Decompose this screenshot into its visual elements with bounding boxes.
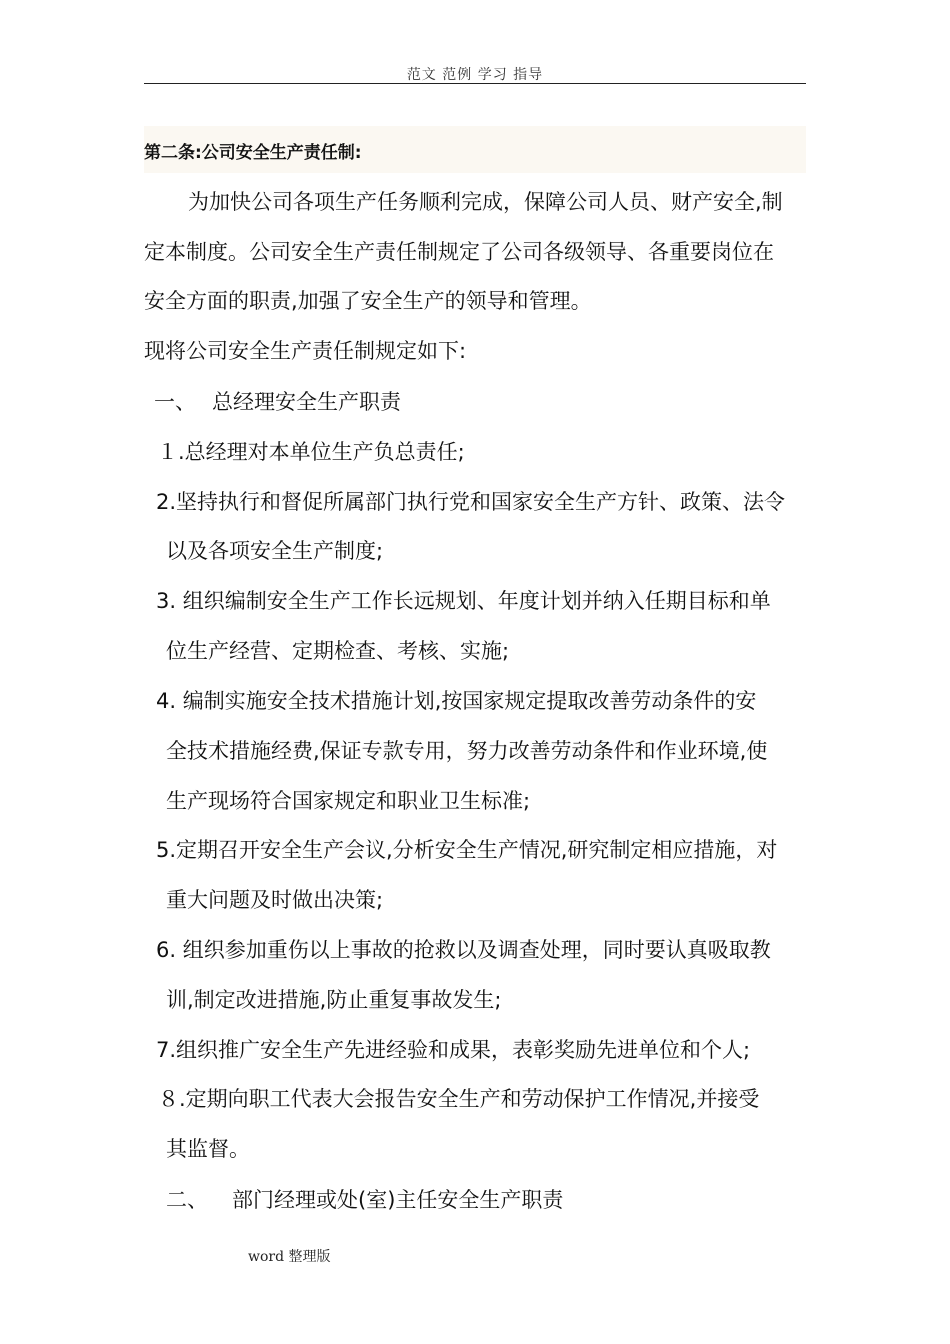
page-footer-text: word 整理版	[248, 1249, 331, 1265]
list-item-line: 3. 组织编制安全生产工作长远规划、年度计划并纳入任期目标和单	[156, 589, 771, 613]
list-item-line: 2.坚持执行和督促所属部门执行党和国家安全生产方针、政策、法令	[156, 490, 786, 514]
list-item-line: 生产现场符合国家规定和职业卫生标准;	[166, 789, 531, 813]
page-header-text: 范文 范例 学习 指导	[406, 67, 544, 83]
intro-line: 安全方面的职责,加强了安全生产的领导和管理。	[144, 289, 592, 313]
list-item-line: 5.定期召开安全生产会议,分析安全生产情况,研究制定相应措施，对	[156, 838, 778, 862]
section-number: 二、	[166, 1188, 208, 1212]
list-item-line: 重大问题及时做出决策;	[166, 888, 384, 912]
list-item-line: 位生产经营、定期检查、考核、实施;	[166, 639, 510, 663]
intro-line: 为加快公司各项生产任务顺利完成，保障公司人员、财产安全,制	[188, 190, 783, 214]
list-item-line: 以及各项安全生产制度;	[166, 539, 384, 563]
intro-line: 现将公司安全生产责任制规定如下:	[144, 339, 467, 363]
list-item-line: １.总经理对本单位生产负总责任;	[157, 440, 465, 464]
section-number: 一、	[154, 390, 196, 414]
list-item-line: 其监督。	[166, 1137, 250, 1161]
list-item-line: 7.组织推广安全生产先进经验和成果，表彰奖励先进单位和个人;	[156, 1038, 751, 1062]
section-title: 部门经理或处(室)主任安全生产职责	[232, 1188, 564, 1212]
article-title: 第二条:公司安全生产责任制:	[144, 143, 362, 163]
list-item-line: ８.定期向职工代表大会报告安全生产和劳动保护工作情况,并接受	[158, 1087, 760, 1111]
list-item-line: 全技术措施经费,保证专款专用，努力改善劳动条件和作业环境,使	[166, 739, 768, 763]
list-item-line: 训,制定改进措施,防止重复事故发生;	[166, 988, 502, 1012]
list-item-line: 4. 编制实施安全技术措施计划,按国家规定提取改善劳动条件的安	[156, 689, 757, 713]
section-title: 总经理安全生产职责	[212, 390, 401, 414]
list-item-line: 6. 组织参加重伤以上事故的抢救以及调查处理，同时要认真吸取教	[156, 938, 771, 962]
header-rule	[144, 83, 806, 84]
intro-line: 定本制度。公司安全生产责任制规定了公司各级领导、各重要岗位在	[144, 240, 774, 264]
